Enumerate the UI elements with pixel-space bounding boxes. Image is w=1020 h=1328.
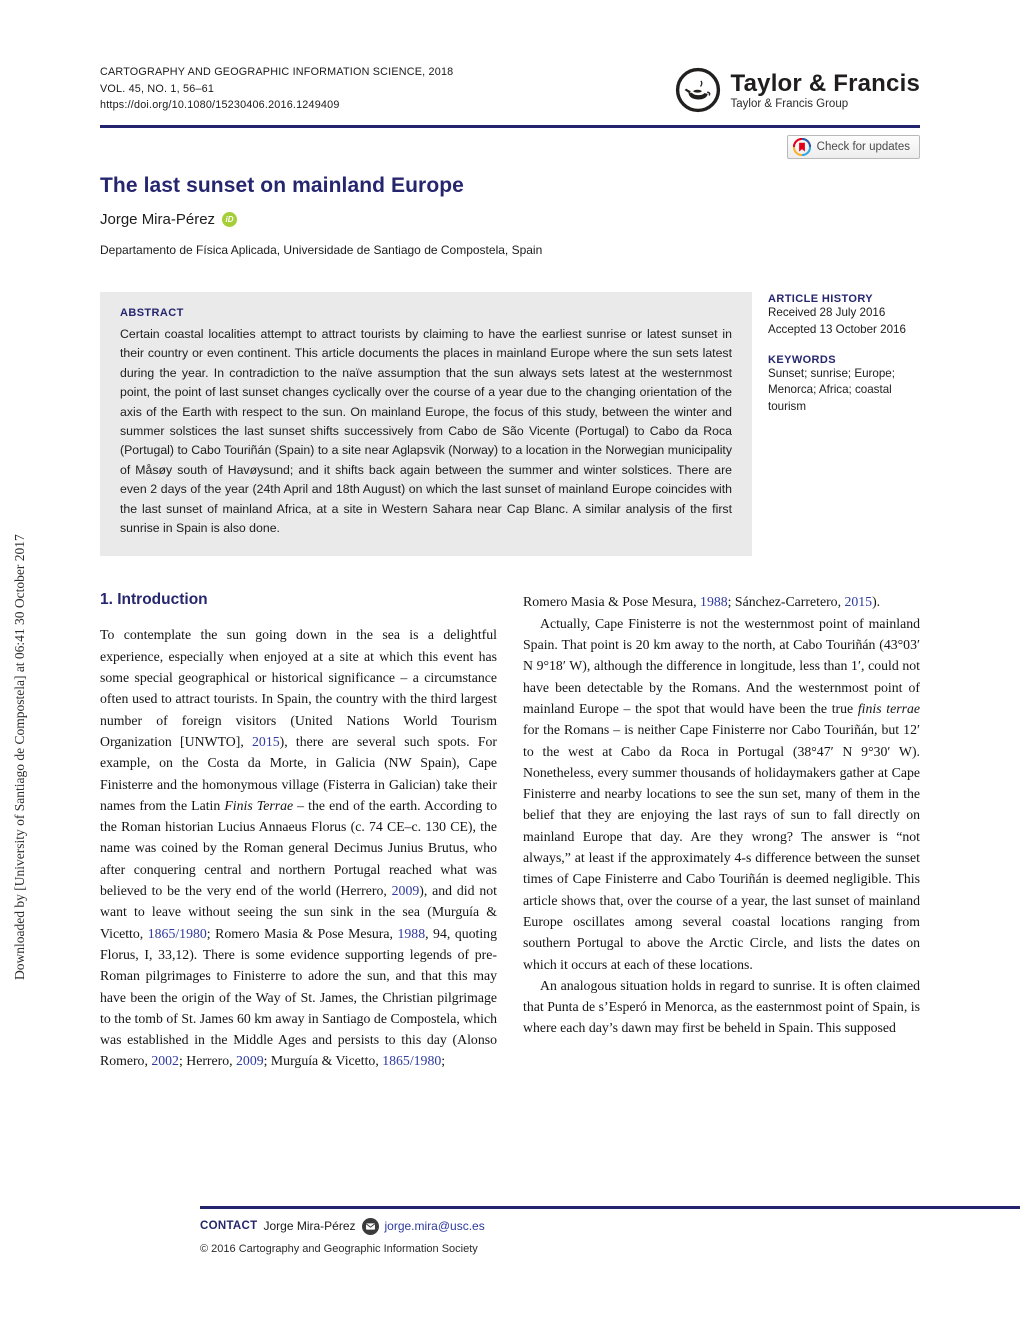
text-segment: ), there are several such spots. For example, on the Costa da Morte, in Galicia (NW Spain), Cape Finisterre and the homonymous village (Fisterra in Galician) take their names from the Latin xyxy=(100,733,497,813)
publisher-group: Taylor & Francis Group xyxy=(730,97,849,110)
taylor-francis-lamp-icon xyxy=(674,66,722,114)
body-paragraph xyxy=(523,591,920,612)
abstract-heading: ABSTRACT xyxy=(120,307,184,319)
right-column xyxy=(523,591,920,1237)
citation-link[interactable]: 1988 xyxy=(700,594,728,610)
text-segment: finis terrae xyxy=(857,700,920,716)
citation-link[interactable]: 2009 xyxy=(391,883,420,899)
body-columns xyxy=(100,591,920,1237)
check-updates-label: Check for updates xyxy=(816,141,910,153)
page-footer xyxy=(200,1206,1020,1255)
abstract-text: Certain coastal localities attempt to attract tourists by claiming to have the earliest sunrise or latest sunset in their country or even continent. This article documents the places in mainland Europe where the sun sets latest during the year. In contradiction to the naïve assumption that the sun always sets latest at the westernmost point, the point of last sunset changes cyclically over the course of a year due to the changing orientation of the axis of the Earth with respect to the sun. On mainland Europe, the focus of this study, between the winter and summer solstices the last sunset shifts successively from Cabo de São Vicente (Portugal) to Cabo da Roca (Portugal) to Cabo Touriñán (Spain) to a site near Aglapsvik (Norway) to a location in the Norwegian municipality of Måsøy south of Havøysund; and it shifts back again between the summer and winter solstices. There are even 2 days of the year (24th April and 18th August) on which the last sunset of mainland Europe coincides with the last sunset of mainland Africa, at a site in Western Sahara near Cap Blanc. A similar analysis of the first sunrise in Spain is also done. xyxy=(120,327,732,536)
text-segment: Finis Terrae xyxy=(224,797,294,813)
body-paragraph xyxy=(523,975,920,1039)
article-title: The last sunset on mainland Europe xyxy=(100,174,464,197)
text-segment: To contemplate the sun going down in the sea is a delightful experience, especially when enjoyed at a site at which this event has some special geographical or historical significance – a circumstance often used to attract tourists. In Spain, the country with the third largest number of foreign visitors (United Nations World Tourism Organization [UNWTO], xyxy=(100,627,497,749)
header-divider xyxy=(100,125,920,128)
text-segment: ; Sánchez-Carretero, xyxy=(727,594,845,610)
journal-volume-issue: VOL. 45, NO. 1, 56–61 xyxy=(100,82,215,95)
page-header xyxy=(100,0,920,114)
article-meta xyxy=(768,292,920,556)
contact-email-link[interactable]: jorge.mira@usc.es xyxy=(384,1219,485,1233)
citation-link[interactable]: 2015 xyxy=(252,733,280,749)
text-segment: Actually, Cape Finisterre is not the westernmost point of mainland Spain. That point is 20 km away to the north, at Cabo Touriñán (43°03′ N 9°18′ W), although the difference in longitude, less than 1′, could not have been detectable by the Romans. And the westernmost point of mainland Europe – the spot that would have been the true xyxy=(523,615,920,716)
journal-info xyxy=(100,64,453,114)
citation-link[interactable]: 1988 xyxy=(397,925,426,941)
footer-divider xyxy=(200,1206,1020,1209)
crossmark-icon xyxy=(793,138,811,156)
affiliation: Departamento de Física Aplicada, Universidade de Santiago de Compostela, Spain xyxy=(100,243,543,257)
left-column xyxy=(100,591,497,1237)
author-row xyxy=(100,211,920,228)
text-segment: ; xyxy=(441,1053,446,1069)
text-segment: ; Romero Masia & Pose Mesura, xyxy=(206,925,398,941)
publisher-wordmark xyxy=(731,71,920,110)
text-segment: for the Romans – is neither Cape Finisterre nor Cabo Touriñán, but 12′ to the west at Cabo da Roca in Portugal (38°47′ N 9°30′ W). Nonetheless, every summer thousands of holidaymakers gather at Cape Finisterre and nearby locations to see the sun set, many of them in the belief that they are enjoying the last rays of sun to fall directly on mainland Europe that day. Are they wrong? The answer is “not always,” at least if the approximately 4-s difference between the sunset times of Cape Finisterre and Cabo Touriñán is deemed negligible. This article shows that, over the course of a year, the last sunset of mainland Europe oscillates among several coastal locations ranging from southern Portugal to above the Arctic Circle, and lists the dates on which it occurs at each of these locations. xyxy=(523,722,920,972)
body-paragraph xyxy=(523,613,920,975)
keywords-text: Sunset; sunrise; Europe; Menorca; Africa; coastal tourism xyxy=(768,366,895,414)
citation-link[interactable]: 2002 xyxy=(151,1053,179,1069)
keywords-heading: KEYWORDS xyxy=(768,353,836,366)
orcid-icon[interactable]: iD xyxy=(222,212,237,227)
copyright-line: © 2016 Cartography and Geographic Information Society xyxy=(200,1242,478,1255)
contact-label: CONTACT xyxy=(200,1220,258,1232)
text-segment: , 94, quoting Florus, I, 33,12). There is some evidence supporting legends of pre-Roman pilgrimages to Finisterre to adore the sun, and that this may have been the origin of the Way of St. James, the Christian pilgrimage to the tomb of St. James 60 km away in Santiago de Compostela, which was established in the Middle Ages and persists to this day (Alonso Romero, xyxy=(100,925,497,1069)
text-segment: Romero Masia & Pose Mesura, xyxy=(523,594,701,610)
email-icon xyxy=(362,1218,379,1235)
updates-row xyxy=(100,135,920,159)
page-content xyxy=(100,0,920,1255)
introduction-heading: 1. Introduction xyxy=(100,591,208,609)
contact-row xyxy=(200,1218,1020,1235)
doi-link[interactable]: https://doi.org/10.1080/15230406.2016.1249409 xyxy=(100,99,340,111)
body-paragraph xyxy=(100,624,497,1071)
received-date: Received 28 July 2016 xyxy=(768,306,886,319)
citation-link[interactable]: 1865/1980 xyxy=(147,925,207,941)
journal-title: CARTOGRAPHY AND GEOGRAPHIC INFORMATION SCIENCE, 2018 xyxy=(100,66,454,78)
citation-link[interactable]: 2009 xyxy=(236,1053,264,1069)
publisher-name: Taylor & Francis xyxy=(730,69,920,97)
check-for-updates-button[interactable] xyxy=(787,135,920,159)
text-segment: ; Murguía & Vicetto, xyxy=(263,1053,383,1069)
author-name: Jorge Mira-Pérez xyxy=(100,211,216,228)
citation-link[interactable]: 2015 xyxy=(844,594,873,610)
text-segment: ; Herrero, xyxy=(178,1053,237,1069)
text-segment: An analogous situation holds in regard to sunrise. It is often claimed that Punta de s’Esperó in Menorca, as the easternmost point of Spain, is where each day’s dawn may first be beheld in Spain. This supposed xyxy=(523,977,920,1036)
abstract-section xyxy=(100,292,752,556)
contact-name: Jorge Mira-Pérez xyxy=(263,1219,356,1233)
text-segment: ). xyxy=(872,594,881,610)
citation-link[interactable]: 1865/1980 xyxy=(382,1053,442,1069)
publisher-logo xyxy=(674,66,920,114)
text-segment: – the end of the earth. According to the Roman historian Lucius Annaeus Florus (c. 74 CE–c. 130 CE), the name was coined by the Roman general Decimus Junius Brutus, who after conquering central and northern Portugal reached what was believed to be the very end of the world (Herrero, xyxy=(100,797,497,899)
abstract-band xyxy=(100,292,920,556)
text-segment: ), and did not want to leave without seeing the sun sink in the sea (Murguía & Vicetto, xyxy=(100,883,497,941)
article-history-heading: ARTICLE HISTORY xyxy=(768,293,874,305)
download-watermark: Downloaded by [University of Santiago de Compostela] at 06:41 30 October 2017 xyxy=(12,534,27,980)
accepted-date: Accepted 13 October 2016 xyxy=(768,322,906,336)
